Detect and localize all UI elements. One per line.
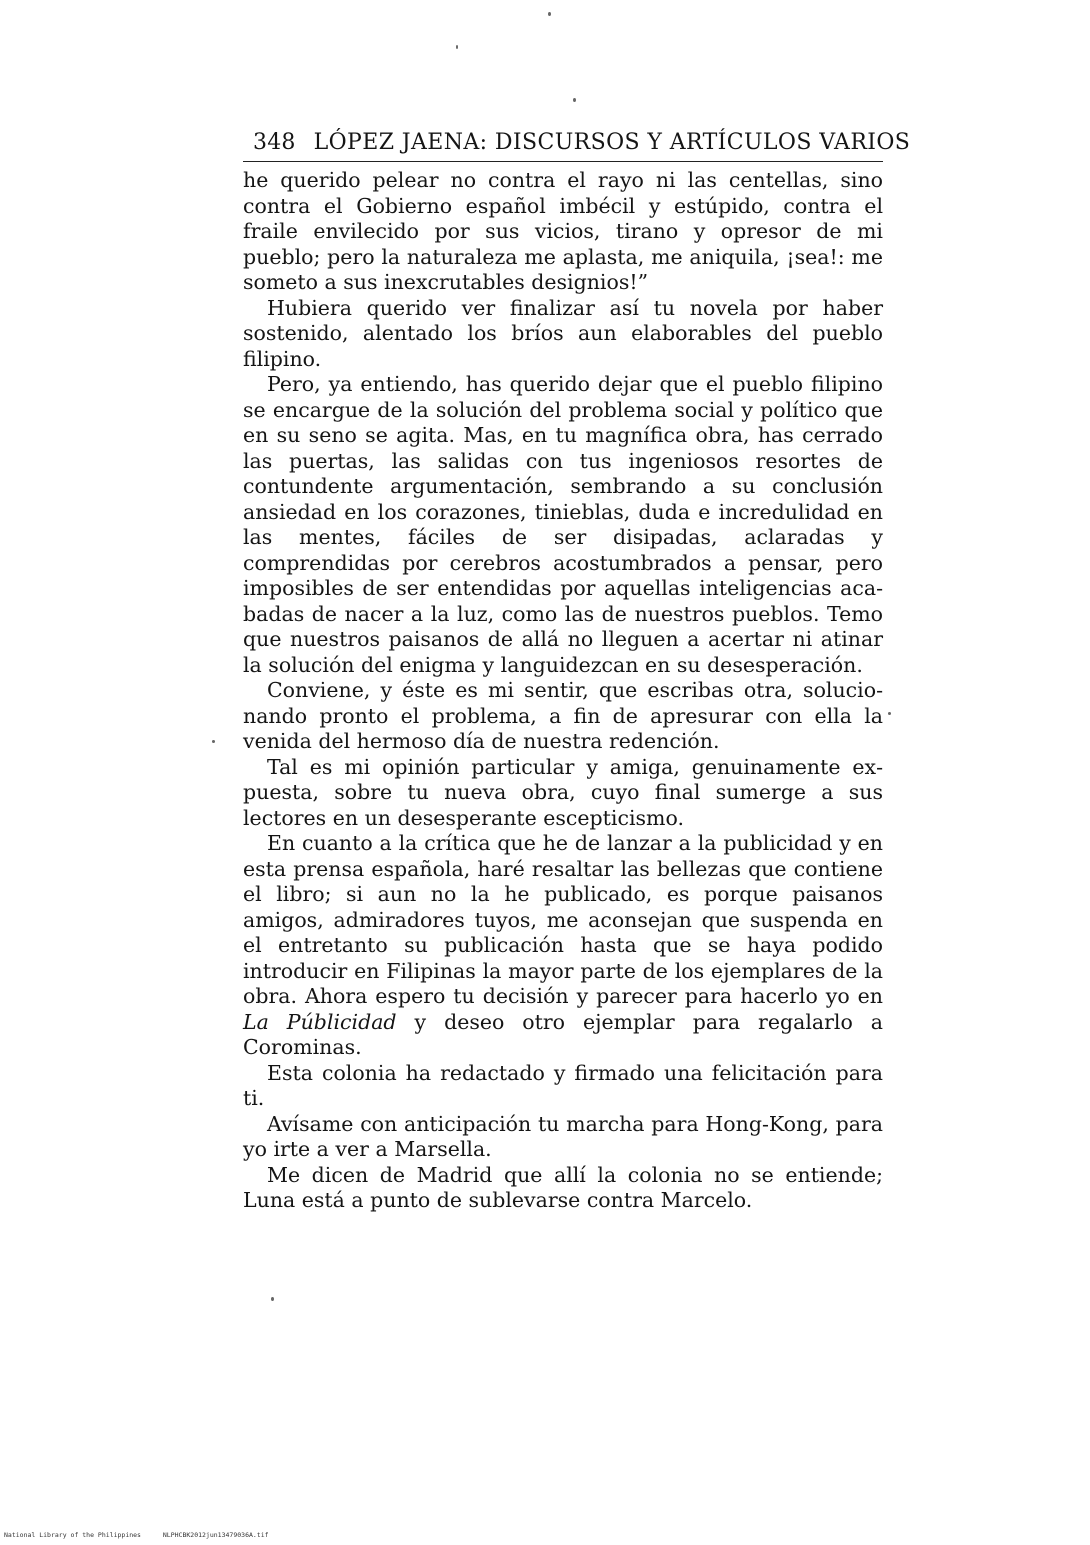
scan-speck — [456, 45, 458, 49]
paragraph-8: Avísame con anticipación tu marcha para Hong-Kong, para yo irte a ver a Marsella. — [243, 1111, 883, 1161]
paragraph-9: Me dicen de Madrid que allí la colonia no se entiende; Luna está a punto de sublevarse contra Marcelo. — [243, 1162, 883, 1212]
page-number: 348 — [253, 130, 296, 155]
scan-speck — [573, 98, 576, 102]
body-text — [243, 168, 883, 1214]
paragraph-4: Conviene, y éste es mi sentir, que escribas otra, solucionando pronto el problema, a fin de apresurar con ella la venida del hermoso día de nuestra redención. — [243, 678, 883, 753]
scan-speck — [271, 1297, 274, 1301]
document-page — [243, 130, 911, 1214]
scan-speck — [212, 740, 215, 743]
paragraph-5: Tal es mi opinión particular y amiga, genuinamente expuesta, sobre tu nueva obra, cuyo final sumerge a sus lectores en un desesperante escepticismo. — [243, 754, 883, 830]
paragraph-6 — [243, 831, 883, 1061]
paragraph-7: Esta colonia ha redactado y firmado una felicitación para ti. — [243, 1060, 883, 1110]
paragraph-1: he querido pelear no contra el rayo ni las centellas, sino contra el Gobierno español imbécil y estúpido, contra el fraile envilecido por sus vicios, tirano y opresor de mi pueblo; pero la naturaleza me aplasta, me aniquila, ¡sea!: me someto a sus inexcrutables designios!” — [243, 168, 883, 294]
paragraph-6-text-b: y deseo otro ejemplar para regalarlo a Corominas. — [243, 1009, 883, 1059]
paragraph-2: Hubiera querido ver finalizar así tu novela por haber sostenido, alentado los bríos aun elaborables del pueblo filipino. — [243, 295, 883, 371]
scan-footer — [4, 1531, 287, 1539]
newspaper-title: La Públicidad — [243, 1009, 397, 1034]
scan-speck — [548, 12, 551, 16]
library-credit: National Library of the Philippines — [4, 1531, 141, 1539]
scan-speck — [888, 712, 891, 715]
scan-filename: NLPHCBK2012jun13479036A.tif — [162, 1531, 269, 1539]
running-header — [243, 130, 911, 162]
paragraph-6-text-a: En cuanto a la crítica que he de lanzar a la publicidad y en esta prensa española, haré resaltar las bellezas que contiene el libro; si aun no la he publicado, es porque paisanos amigos, admiradores tuyos, me aconsejan que suspenda en el entretanto su publicación hasta que se haya podido introducir en Filipinas la mayor parte de los ejemplares de la obra. Ahora espero tu decisión y parecer para hacerlo yo en — [243, 831, 883, 1008]
running-title: LÓPEZ JAENA: DISCURSOS Y ARTÍCULOS VARIOS — [313, 130, 911, 155]
paragraph-3: Pero, ya entiendo, has querido dejar que el pueblo filipino se encargue de la solución del problema social y político que en su seno se agita. Mas, en tu magnífica obra, has cerrado las puertas, las salidas con tus ingeniosos resortes de contundente argumentación, sembrando a su conclusión ansiedad en los corazones, tinieblas, duda e incredulidad en las mentes, fáciles de ser disipadas, aclaradas y comprendidas por cerebros acostumbrados a pensar, pero imposibles de ser entendidas por aquellas inteligencias acabadas de nacer a la luz, como las de nuestros pueblos. Temo que nuestros paisanos de allá no lleguen a acertar ni atinar la solución del enigma y languidezcan en su desesperación. — [243, 372, 883, 677]
